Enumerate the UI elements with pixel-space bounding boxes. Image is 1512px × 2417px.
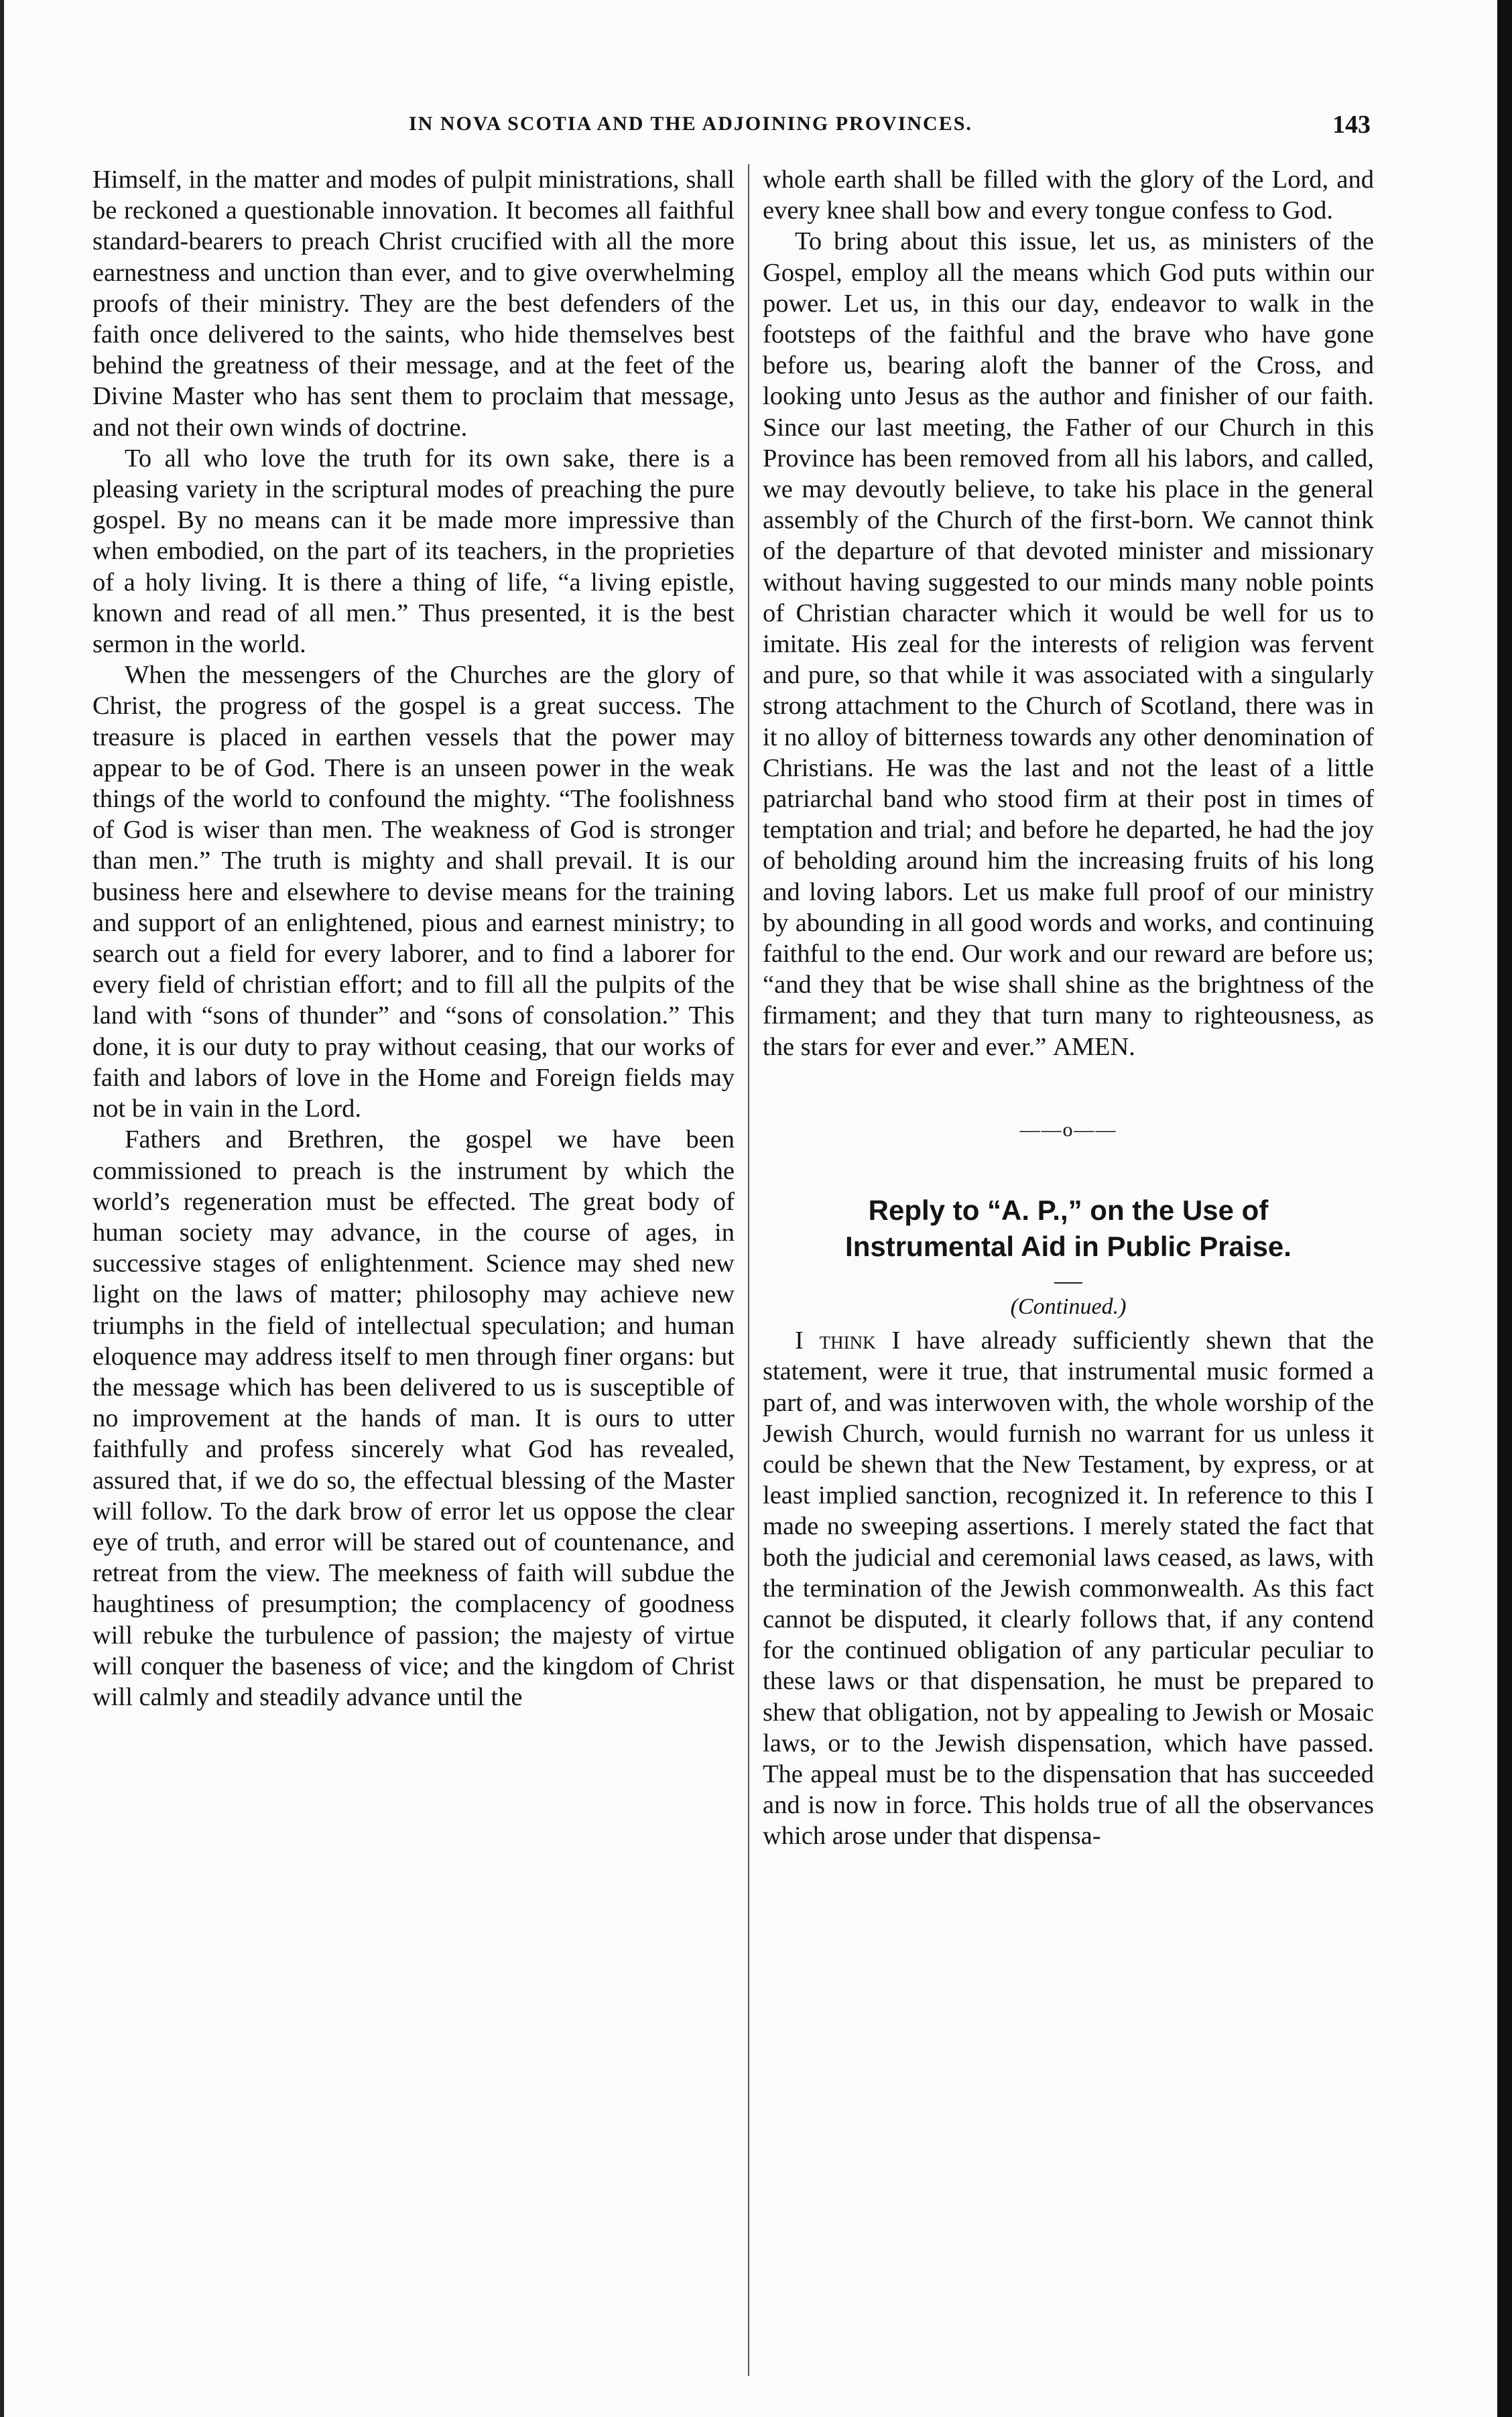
paragraph: To all who love the truth for its own sake, there is a pleasing variety in the scriptural modes of preaching the pure gospel. By no means can it be made more impressive than when embodied, on the part of its teachers, in the proprieties of a holy living. It is there a thing of life, “a living epistle, known and read of all men.” Thus presented, it is the best sermon in the world. [92, 444, 735, 659]
section-title-line: Instrumental Aid in Public Praise. [845, 1231, 1292, 1263]
section-title-line: Reply to “A. P.,” on the Use of [868, 1194, 1269, 1227]
scan-edge-right [1497, 0, 1512, 2417]
section-divider: ——o—— [1019, 1118, 1117, 1141]
column-rule [748, 164, 749, 2376]
drop-words: I think [795, 1326, 876, 1355]
running-title: IN NOVA SCOTIA AND THE ADJOINING PROVINCES. [409, 113, 972, 135]
paragraph: Himself, in the matter and modes of pulpit ministrations, shall be reckoned a questionable innovation. It becomes all faithful standard-bearers to preach Christ crucified with all the more earnestness and unction than ever, and to give overwhelming proofs of their ministry. They are the best defenders of the faith once delivered to the saints, who hide themselves best behind the greatness of their message, and at the feet of the Divine Master who has sent them to proclaim that message, and not their own winds of doctrine. [92, 166, 735, 442]
paragraph [763, 1325, 1374, 1851]
page-header [94, 113, 1371, 153]
page-number: 143 [1332, 111, 1371, 139]
title-rule [1054, 1282, 1082, 1284]
continued-note: (Continued.) [1010, 1294, 1127, 1320]
right-column [763, 164, 1374, 1852]
paragraph: When the messengers of the Churches are the glory of Christ, the progress of the gospel is a great success. The treasure is placed in earthen vessels that the power may appear to be of God. There is an unseen power in the weak things of the world to confound the mighty. “The foolishness of God is wiser than men. The weakness of God is stronger than men.” The truth is mighty and shall prevail. It is our business here and elsewhere to devise means for the training and support of an enlightened, pious and earnest ministry; to search out a field for every laborer, and to find a laborer for every field of christian effort; and to fill all the pulpits of the land with “sons of thunder” and “sons of consolation.” This done, it is our duty to pray without ceasing, that our works of faith and labors of love in the Home and Foreign fields may not be in vain in the Lord. [92, 661, 735, 1123]
left-column [92, 164, 735, 1713]
section-title [763, 1192, 1374, 1265]
paragraph: whole earth shall be filled with the glory of the Lord, and every knee shall bow and every tongue confess to God. [763, 166, 1374, 225]
paragraph [763, 226, 1374, 1062]
paragraph: Fathers and Brethren, the gospel we have been commissioned to preach is the instrument by which the world’s regeneration must be effected. The great body of human society may advance, in the course of ages, in successive stages of enlightenment. Science may shed new light on the laws of matter; philosophy may achieve new triumphs in the field of intellectual speculation; and human eloquence may address itself to men through finer organs: but the message which has been delivered to us is susceptible of no improvement at the hands of man. It is ours to utter faithfully and profess sincerely what God has revealed, assured that, if we do so, the effectual blessing of the Master will follow. To the dark brow of error let us oppose the clear eye of truth, and error will be stared out of countenance, and retreat from the view. The meekness of faith will subdue the haughtiness of presumption; the complacency of goodness will rebuke the turbulence of passion; the majesty of virtue will conquer the baseness of vice; and the kingdom of Christ will calmly and steadily advance until the [92, 1125, 735, 1711]
paragraph-text: I have already sufficiently shewn that the statement, were it true, that instrumental music formed a part of, and was interwoven with, the whole worship of the Jewish Church, would furnish no warrant for us unless it could be shewn that the New Testament, by express, or at least implied sanction, recognized it. In reference to this I made no sweeping assertions. I merely stated the fact that both the judicial and ceremonial laws ceased, as laws, with the termination of the Jewish commonwealth. As this fact cannot be disputed, it clearly follows that, if any contend for the continued obligation of any particular peculiar to these laws or that dispensation, he must be prepared to shew that obligation, not by appealing to Jewish or Mosaic laws, or to the Jewish dispensation, which have passed. The appeal must be to the dispensation that has succeeded and is now in force. This holds true of all the observances which arose under that dispensa- [763, 1326, 1374, 1851]
paragraph-text: To bring about this issue, let us, as ministers of the Gospel, employ all the means which God puts within our power. Let us, in this our day, endeavor to walk in the footsteps of the faithful and the brave who have gone before us, bearing aloft the banner of the Cross, and looking unto Jesus as the author and finisher of our faith. Since our last meeting, the Father of our Church in this Province has been removed from all his labors, and called, we may devoutly believe, to take his place in the general assembly of the Church of the first-born. We cannot think of the departure of that devoted minister and missionary without having suggested to our minds many noble points of Christian character which it would be well for us to imitate. His zeal for the interests of religion was fervent and pure, so that while it was associated with a singularly strong attachment to the Church of Scotland, there was in it no alloy of bitterness towards any other denomination of Christians. He was the last and not the least of a little patriarchal band who stood firm at their post in times of temptation and trial; and before he departed, he had the joy of beholding around him the increasing fruits of his long and loving labors. Let us make full proof of our ministry by abounding in all good words and works, and continuing faithful to the end. Our work and our reward are before us; “and they that be wise shall shine as the brightness of the firmament; and they that turn many to righteousness, as the stars for ever and ever.” [763, 227, 1374, 1061]
scan-edge-left [0, 0, 4, 2417]
amen: AMEN. [1052, 1032, 1135, 1061]
